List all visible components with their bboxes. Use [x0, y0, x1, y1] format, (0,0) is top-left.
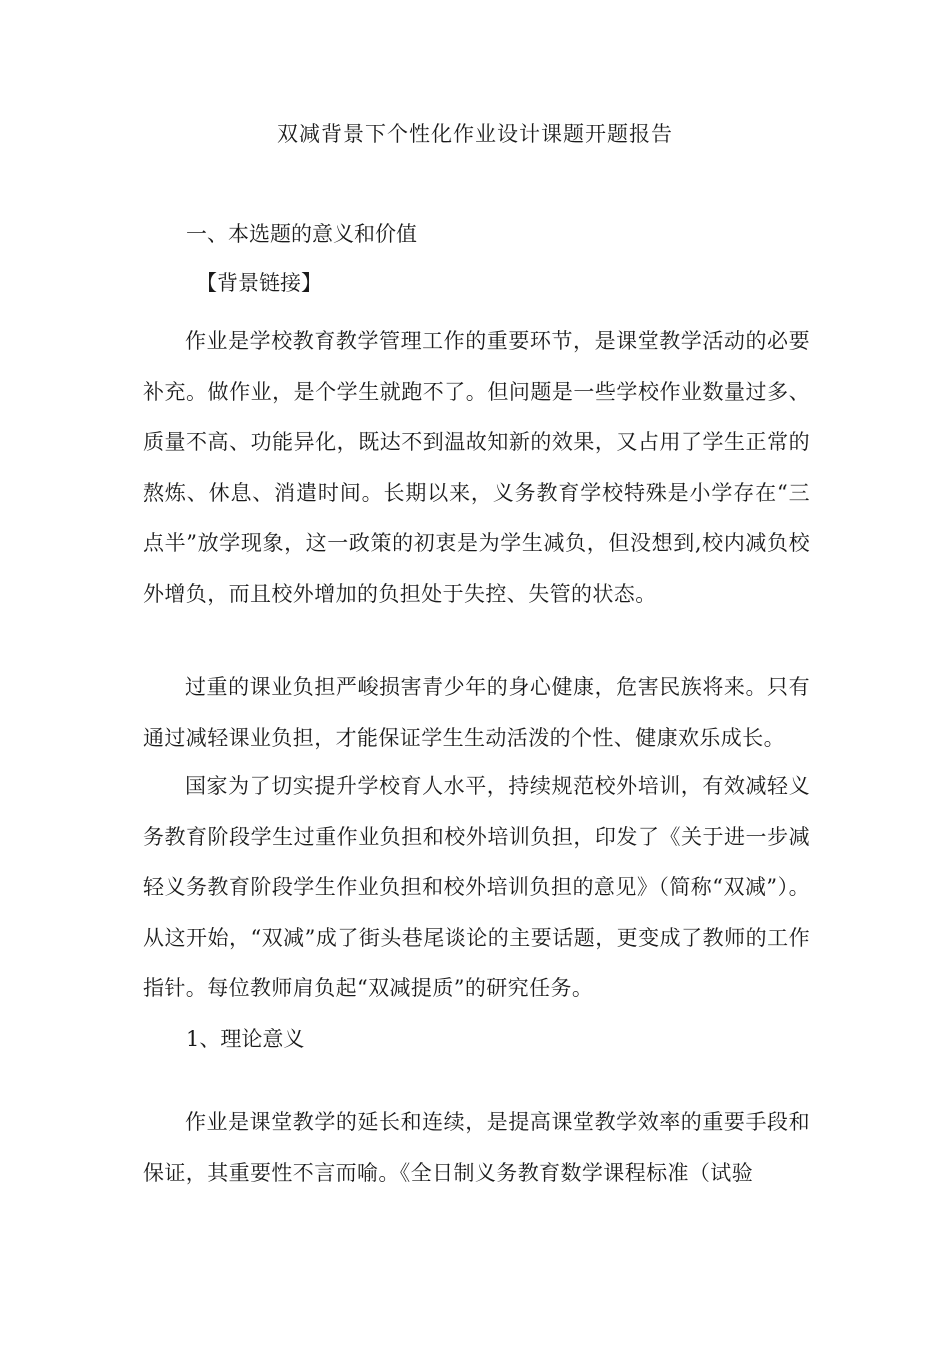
background-label: 【背景链接】	[196, 271, 322, 295]
section-heading: 一、本选题的意义和价值	[186, 222, 417, 246]
document-title: 双减背景下个性化作业设计课题开题报告	[277, 122, 673, 146]
body-paragraph: 作业是课堂教学的延长和连续，是提高课堂教学效率的重要手段和保证，其重要性不言而喻。《全日制义务教育数学课程标准（试验	[143, 1110, 810, 1185]
body-paragraph: 国家为了切实提升学校育人水平，持续规范校外培训，有效减轻义务教育阶段学生过重作业负担和校外培训负担，印发了《关于进一步减轻义务教育阶段学生作业负担和校外培训负担的意见》（简称“双减”）。从这开始，“双减”成了街头巷尾谈论的主要话题，更变成了教师的工作指针。每位教师肩负起“双减提质”的研究任务。	[143, 774, 810, 1000]
subsection-heading: 1、理论意义	[186, 1027, 305, 1051]
body-paragraph: 作业是学校教育教学管理工作的重要环节，是课堂教学活动的必要补充。做作业，是个学生就跑不了。但问题是一些学校作业数量过多、质量不高、功能异化，既达不到温故知新的效果，又占用了学生正常的熬炼、休息、消遣时间。长期以来，义务教育学校特殊是小学存在“三点半”放学现象，这一政策的初衷是为学生减负，但没想到,校内减负校外增负，而且校外增加的负担处于失控、失管的状态。	[143, 329, 810, 606]
body-paragraph: 过重的课业负担严峻损害青少年的身心健康，危害民族将来。只有通过减轻课业负担，才能保证学生生动活泼的个性、健康欢乐成长。	[143, 675, 810, 750]
